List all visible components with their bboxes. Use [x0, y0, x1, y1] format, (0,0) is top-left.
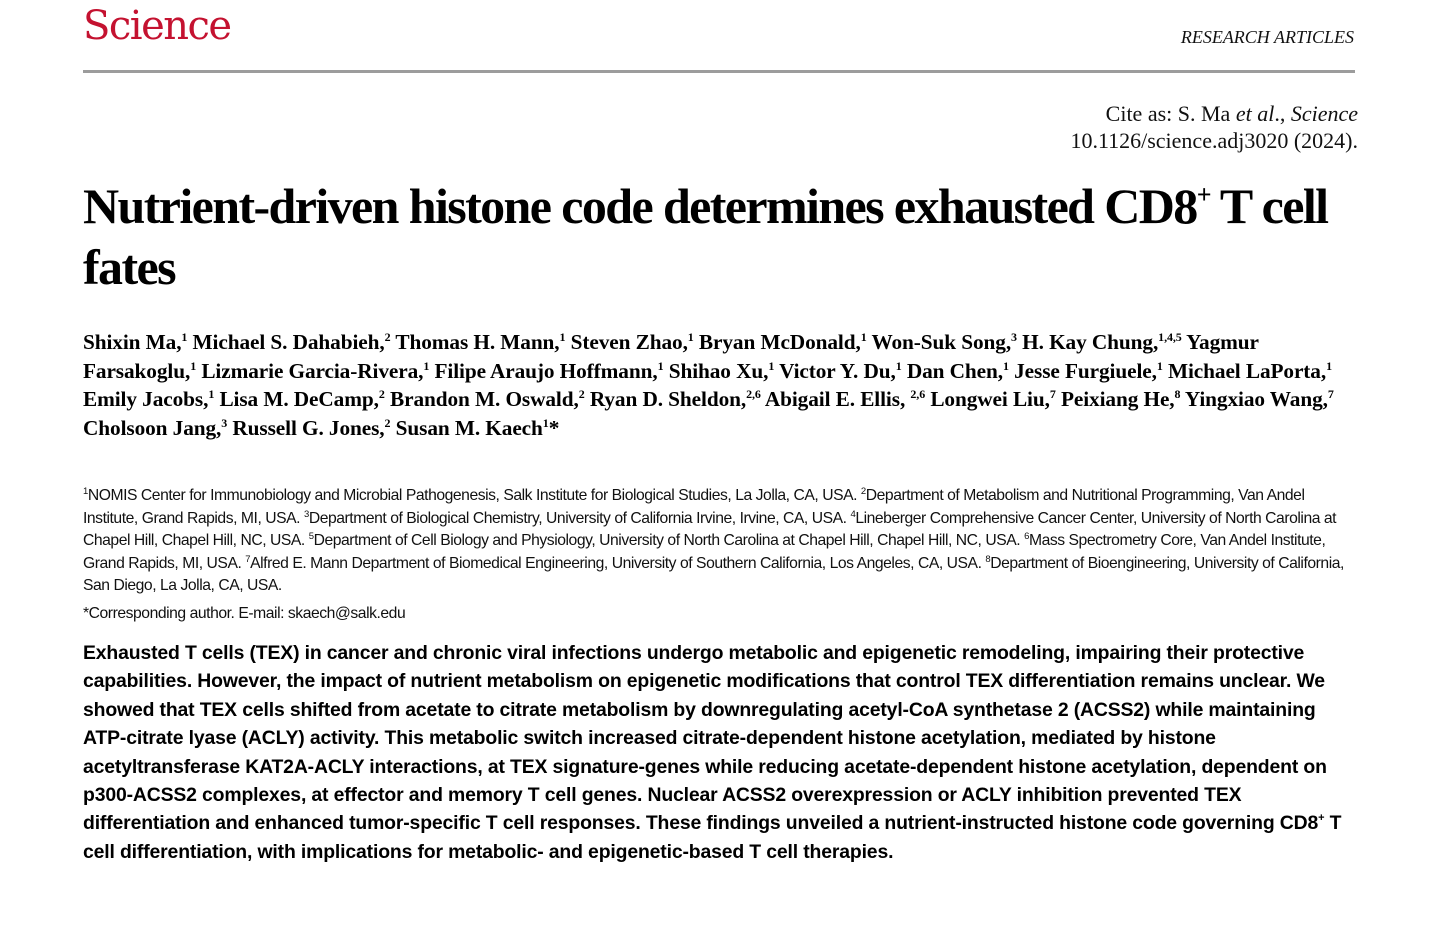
title-superscript: + — [1196, 180, 1210, 209]
affiliation-number: 7 — [245, 553, 251, 565]
abstract-superscript: + — [1318, 812, 1325, 825]
header-divider — [83, 70, 1355, 73]
author-affiliation-mark: 1 — [768, 358, 775, 373]
author-name: Thomas H. Mann, — [390, 330, 560, 354]
author-name: Steven Zhao, — [565, 330, 688, 354]
citation-journal: Science — [1290, 101, 1358, 126]
affiliation-text: Department of Metabolism and Nutritional Programming, Van Andel Institute, Grand Rapids, MI, USA. — [83, 487, 1305, 527]
citation-line — [1070, 100, 1358, 127]
author-name: Susan M. Kaech — [390, 415, 543, 440]
affiliation-text: NOMIS Center for Immunobiology and Microbial Pathogenesis, Salk Institute for Biological Studies, La Jolla, CA, USA. — [87, 487, 861, 504]
author-affiliation-mark: 7 — [1327, 387, 1334, 401]
author-affiliation-mark: 8 — [1174, 387, 1181, 401]
author-affiliation-mark: 1 — [423, 358, 430, 373]
author-affiliation-mark: 1 — [542, 415, 549, 430]
author-name: Ryan D. Sheldon, — [584, 387, 747, 411]
affiliation-text: Department of Biological Chemistry, University of California Irvine, Irvine, CA, USA. — [308, 509, 851, 527]
citation-doi[interactable]: 10.1126/science.adj3020 (2024). — [1070, 128, 1358, 153]
affiliation-text: Department of Bioengineering, University of California, San Diego, La Jolla, CA, USA. — [83, 554, 1344, 594]
abstract-part-1: Exhausted T cells (TEX) in cancer and chronic viral infections undergo metabolic and epigenetic remodeling, impairing their protective capabilities. However, the impact of nutrient metabolism on epigenetic modifications that control TEX differentiation remains unclear. We showed that TEX cells shifted from acetate to citrate metabolism by downregulating acetyl-CoA synthetase 2 (ACSS2) while maintaining ATP-citrate lyase (ACLY) activity. This metabolic switch increased citrate-dependent histone acetylation, mediated by histone acetyltransferase KAT2A-ACLY interactions, at TEX signature-genes while reducing acetate-dependent histone acetylation, dependent on p300-ACSS2 complexes, at effector and memory T cell genes. Nuclear ACSS2 overexpression or ACLY inhibition prevented TEX differentiation and enhanced tumor-specific T cell responses. These findings unveiled a nutrient-instructed histone code governing CD8 — [83, 642, 1327, 835]
affiliation-text: Lineberger Comprehensive Cancer Center, University of North Carolina at Chapel Hill, Chapel Hill, NC, USA. — [83, 509, 1337, 549]
author-affiliation-mark: 1,4,5 — [1158, 330, 1182, 344]
author-affiliation-mark: 1 — [657, 358, 664, 373]
affiliation-number: 4 — [850, 508, 856, 520]
citation-block — [1070, 100, 1358, 154]
author-affiliation-mark: 2 — [578, 387, 585, 401]
abstract-part-2: T cell differentiation, with implications for metabolic- and epigenetic-based T cell therapies. — [83, 812, 1342, 863]
author-name: Dan Chen, — [901, 358, 1003, 383]
affiliation-number: 1 — [83, 486, 88, 497]
author-name: Michael S. Dahabieh, — [187, 330, 385, 354]
author-name: Lisa M. DeCamp, — [214, 387, 379, 411]
author-affiliation-mark: 1 — [190, 358, 197, 373]
author-name: H. Kay Chung, — [1016, 330, 1159, 354]
section-label: RESEARCH ARTICLES — [1180, 27, 1354, 47]
corresponding-mark: * — [548, 415, 560, 440]
author-name: Victor Y. Du, — [774, 358, 896, 383]
masthead — [83, 4, 1358, 68]
author-name: Filipe Araujo Hoffmann, — [429, 358, 658, 383]
author-affiliation-mark: 3 — [1011, 330, 1017, 344]
author-affiliation-mark: 7 — [1049, 387, 1056, 401]
affiliation-number: 5 — [308, 531, 314, 542]
author-name: Peixiang He, — [1055, 387, 1175, 411]
author-affiliation-mark: 2,6 — [910, 387, 926, 401]
author-affiliation-mark: 2 — [384, 415, 391, 430]
abstract — [83, 639, 1358, 866]
journal-logo[interactable]: Science — [83, 3, 231, 49]
author-affiliation-mark: 3 — [221, 415, 228, 430]
affiliation-number: 2 — [860, 486, 866, 497]
author-affiliation-mark: 1 — [860, 330, 867, 344]
author-name: Shixin Ma, — [83, 330, 182, 354]
affiliation-number: 3 — [303, 508, 309, 520]
author-name: Yagmur Farsakoglu, — [83, 330, 1259, 383]
author-affiliation-mark: 1 — [1003, 358, 1009, 373]
author-name: Longwei Liu, — [925, 387, 1050, 411]
article-page — [83, 0, 1358, 928]
author-name: Shihao Xu, — [663, 358, 769, 383]
author-name: Cholsoon Jang, — [83, 415, 222, 440]
title-part-1: Nutrient-driven histone code determines exhausted CD8 — [83, 178, 1197, 234]
author-affiliation-mark: 2 — [378, 387, 385, 401]
affiliation-text: Mass Spectrometry Core, Van Andel Institute, Grand Rapids, MI, USA. — [83, 532, 1326, 572]
author-name: Brandon M. Oswald, — [384, 387, 579, 411]
author-name: Yingxiao Wang, — [1180, 387, 1328, 411]
article-title — [83, 176, 1358, 298]
author-affiliation-mark: 1 — [208, 387, 215, 401]
author-name: Won-Suk Song, — [866, 330, 1012, 354]
author-affiliation-mark: 2,6 — [746, 387, 761, 401]
author-affiliation-mark: 1 — [1326, 358, 1332, 373]
citation-sep: ., — [1274, 101, 1291, 126]
citation-etal: et al — [1235, 101, 1275, 126]
author-affiliation-mark: 1 — [895, 358, 902, 373]
affiliation-text: Department of Cell Biology and Physiology, University of North Carolina at Chapel Hill, Chapel Hill, NC, USA. — [313, 532, 1025, 549]
author-affiliation-mark: 2 — [384, 330, 391, 344]
author-affiliation-mark: 1 — [559, 330, 566, 344]
author-name: Bryan McDonald, — [693, 330, 861, 354]
author-name: Abigail E. Ellis, — [760, 387, 911, 411]
title-part-2: T cell fates — [83, 178, 1328, 295]
author-name: Michael LaPorta, — [1162, 358, 1327, 383]
affiliation-number: 8 — [985, 553, 991, 565]
affiliation-number: 6 — [1024, 531, 1029, 542]
author-name: Russell G. Jones, — [227, 415, 385, 440]
author-name: Jesse Furgiuele, — [1008, 358, 1157, 383]
author-affiliation-mark: 1 — [181, 330, 188, 344]
author-affiliation-mark: 1 — [687, 330, 694, 344]
affiliations — [83, 485, 1358, 598]
citation-prefix: Cite as: S. Ma — [1105, 101, 1236, 126]
author-list — [83, 328, 1358, 442]
affiliation-text: Alfred E. Mann Department of Biomedical Engineering, University of Southern California, Los Angeles, CA, USA. — [250, 554, 986, 572]
author-name: Emily Jacobs, — [83, 387, 209, 411]
corresponding-author: *Corresponding author. E-mail: skaech@salk.edu — [83, 605, 406, 622]
author-affiliation-mark: 1 — [1156, 358, 1163, 373]
author-name: Lizmarie Garcia-Rivera, — [196, 358, 424, 383]
